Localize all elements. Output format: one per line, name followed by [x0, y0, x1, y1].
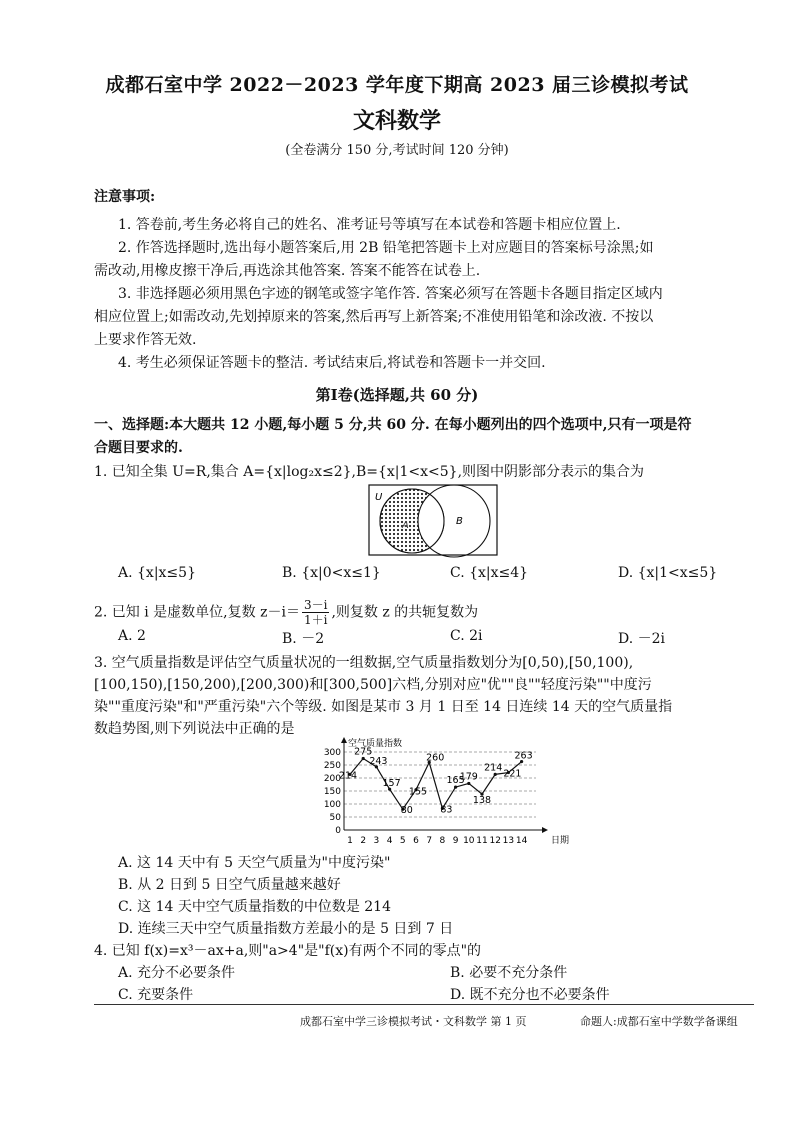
q2-stem: [94, 598, 478, 627]
aqi-data-label: 157: [382, 778, 401, 790]
footer-divider: [94, 1004, 754, 1005]
notice-item-4: 4. 考生必须保证答题卡的整洁. 考试结束后,将试卷和答题卡一并交回.: [118, 355, 546, 371]
q3-option-c[interactable]: C. 这 14 天中空气质量指数的中位数是 214: [118, 899, 391, 915]
x-tick-label: 11: [476, 836, 488, 846]
x-tick-label: 9: [452, 836, 459, 846]
subject-title: 文科数学: [352, 108, 441, 134]
chart-title: 空气质量指数: [348, 739, 403, 749]
q4-stem: 4. 已知 f(x)=x³－ax+a,则"a>4"是"f(x)有两个不同的零点"的: [94, 943, 482, 959]
q2-option-d[interactable]: D. －2i: [618, 631, 666, 647]
q2-option-a[interactable]: A. 2: [118, 628, 146, 644]
aqi-data-label: 155: [408, 786, 428, 798]
y-tick-label: 50: [329, 813, 341, 823]
q2-fraction-numerator: 3－i: [303, 598, 328, 612]
x-tick-label: 12: [489, 836, 501, 846]
x-tick-label: 7: [426, 836, 433, 846]
notice-item-1: 1. 答卷前,考生务必将自己的姓名、准考证号等填写在本试卷和答题卡相应位置上.: [118, 217, 621, 233]
footer-author: 命题人:成都石室中学数学备课组: [580, 1015, 738, 1028]
q4-option-a[interactable]: A. 充分不必要条件: [118, 965, 236, 981]
q3-stem-line2: [100,150),[150,200),[200,300)和[300,500]六档,分别对应"优""良""轻度污染""中度污: [94, 677, 652, 693]
x-tick-label: 2: [360, 836, 367, 846]
footer-page-info: 成都石室中学三诊模拟考试・文科数学 第 1 页: [300, 1015, 527, 1028]
aqi-data-label: 260: [426, 752, 445, 764]
aqi-data-label: 214: [338, 770, 358, 782]
q2-stem-pre: 2. 已知 i 是虚数单位,复数 z－i＝: [94, 604, 300, 621]
venn-label-a: A: [402, 520, 409, 531]
x-tick-label: 14: [515, 836, 528, 846]
notice-heading: 注意事项:: [94, 189, 156, 205]
section-heading-line2: 合题目要求的.: [94, 440, 183, 456]
part-title: 第Ⅰ卷(选择题,共 60 分): [315, 386, 479, 404]
y-tick-label: 100: [323, 800, 341, 810]
notice-item-3: 3. 非选择题必须用黑色字迹的钢笔或签字笔作答. 答案必须写在答题卡各题目指定区域内: [118, 286, 663, 302]
aqi-data-label: 221: [503, 768, 522, 780]
exam-note: (全卷满分 150 分,考试时间 120 分钟): [285, 143, 509, 158]
q2-fraction: [302, 598, 329, 627]
q1-stem: 1. 已知全集 U=R,集合 A={x|log₂x≤2},B={x|1<x<5},则图中阴影部分表示的集合为: [94, 464, 645, 480]
x-tick-label: 1: [347, 836, 353, 846]
x-tick-label: 3: [373, 836, 380, 846]
y-tick-label: 250: [323, 761, 341, 771]
aqi-line-chart: [300, 735, 570, 847]
aqi-data-label: 243: [369, 755, 388, 767]
x-tick-label: 13: [502, 836, 515, 846]
q1-option-c[interactable]: C. {x|x≤4}: [450, 565, 529, 581]
x-tick-label: 8: [439, 836, 446, 846]
exam-title: 成都石室中学 2022－2023 学年度下期高 2023 届三诊模拟考试: [105, 74, 689, 96]
q3-option-b[interactable]: B. 从 2 日到 5 日空气质量越来越好: [118, 877, 341, 893]
notice-item-3-cont: 相应位置上;如需改动,先划掉原来的答案,然后再写上新答案;不准使用铅笔和涂改液. 不按以: [94, 309, 654, 325]
x-tick-label: 5: [399, 836, 406, 846]
aqi-data-label: 263: [514, 750, 533, 762]
x-tick-label: 10: [463, 836, 475, 846]
x-axis-label: 日期: [551, 836, 570, 846]
aqi-data-label: 275: [354, 746, 373, 758]
q3-stem-line4: 数趋势图,则下列说法中正确的是: [94, 721, 295, 737]
venn-diagram: [368, 484, 498, 556]
q4-option-d[interactable]: D. 既不充分也不必要条件: [450, 987, 610, 1003]
section-heading-line1: 一、选择题:本大题共 12 小题,每小题 5 分,共 60 分. 在每小题列出的四个选项中,只有一项是符: [94, 417, 692, 433]
q2-stem-post: ,则复数 z 的共轭复数为: [331, 604, 479, 621]
y-tick-label: 200: [323, 774, 341, 784]
aqi-data-label: 179: [459, 771, 478, 783]
y-tick-label: 150: [323, 787, 341, 797]
venn-label-b: B: [456, 516, 463, 527]
q3-stem-line1: 3. 空气质量指数是评估空气质量状况的一组数据,空气质量指数划分为[0,50),[50,100),: [94, 655, 634, 671]
q3-option-d[interactable]: D. 连续三天中空气质量指数方差最小的是 5 日到 7 日: [118, 921, 454, 937]
q1-option-a[interactable]: A. {x|x≤5}: [118, 565, 196, 581]
q4-option-c[interactable]: C. 充要条件: [118, 987, 194, 1003]
aqi-data-label: 83: [440, 804, 453, 816]
q3-option-a[interactable]: A. 这 14 天中有 5 天空气质量为"中度污染": [118, 855, 391, 871]
q4-option-b[interactable]: B. 必要不充分条件: [450, 965, 568, 981]
notice-item-3-cont2: 上要求作答无效.: [94, 332, 197, 348]
x-axis-arrow: [542, 827, 548, 833]
x-tick-label: 6: [413, 836, 419, 846]
q1-option-d[interactable]: D. {x|1<x≤5}: [618, 565, 718, 581]
aqi-data-label: 138: [472, 795, 492, 807]
aqi-data-label: 214: [484, 762, 503, 774]
y-tick-label: 300: [323, 748, 341, 758]
notice-item-2-cont: 需改动,用橡皮擦干净后,再选涂其他答案. 答案不能答在试卷上.: [94, 263, 481, 279]
x-tick-label: 4: [386, 836, 393, 846]
aqi-data-label: 165: [446, 775, 465, 787]
q3-stem-line3: 染""重度污染"和"严重污染"六个等级. 如图是某市 3 月 1 日至 14 日连续 14 天的空气质量指: [94, 699, 673, 715]
y-tick-label: 0: [335, 826, 341, 836]
q1-option-b[interactable]: B. {x|0<x≤1}: [282, 565, 381, 581]
aqi-data-label: 80: [400, 805, 413, 817]
notice-item-2: 2. 作答选择题时,选出每小题答案后,用 2B 铅笔把答题卡上对应题目的答案标号涂黑;如: [118, 240, 654, 256]
venn-label-u: U: [375, 492, 383, 503]
q2-option-b[interactable]: B. －2: [282, 631, 325, 647]
y-axis-arrow: [341, 737, 347, 743]
q2-fraction-denominator: 1＋i: [303, 613, 328, 627]
q2-option-c[interactable]: C. 2i: [450, 628, 483, 644]
